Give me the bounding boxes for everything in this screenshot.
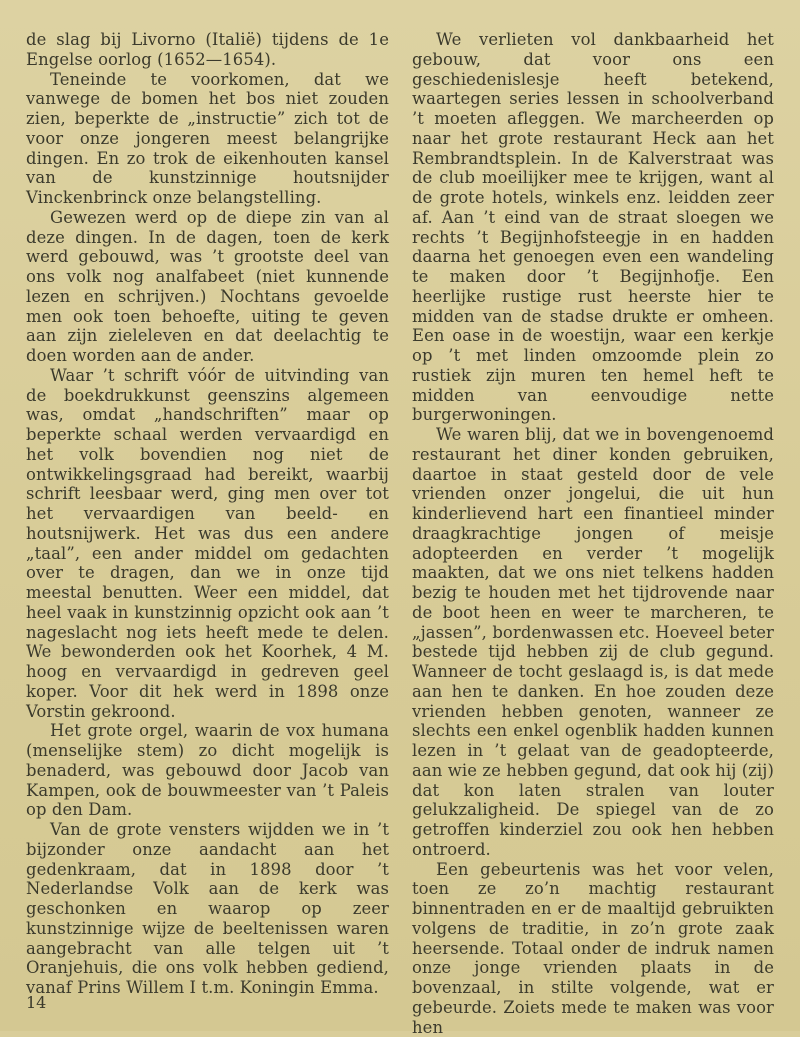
paragraph: We verlieten vol dankbaarheid het gebouw, dat voor ons een geschiedenislesje heeft betekend, waartegen series lessen in schoolverband ’t moeten afleggen. We marcheerden op naar het grote restaurant Heck aan het Rembrandtsplein. In de Kalverstraat was de club moeilijker mee te krijgen, want al de grote hotels, winkels enz. leidden zeer af. Aan ’t eind van de straat sloegen we rechts ’t Begijnhofsteegje in en hadden daarna het genoegen even een wandeling te maken door ’t Begijnhofje. Een heerlijke rustige rust heerste hier te midden van de stadse drukte er omheen. Een oase in de woestijn, waar een kerkje op ’t met linden omzoomde plein zo rustiek zijn muren ten hemel heft te midden van eenvoudige nette burgerwoningen. (412, 30, 774, 425)
left-column (26, 30, 389, 998)
right-column (412, 30, 774, 1037)
page-number: 14 (26, 993, 46, 1012)
paragraph: Van de grote vensters wijdden we in ’t bijzonder onze aandacht aan het gedenkraam, dat in 1898 door ’t Nederlandse Volk aan de kerk was geschonken en waarop op zeer kunstzinnige wijze de beeltenissen waren aangebracht van alle telgen uit ’t Oranjehuis, die ons volk hebben gediend, vanaf Prins Willem I t.m. Koningin Emma. (26, 820, 389, 998)
paragraph: We waren blij, dat we in bovengenoemd restaurant het diner konden gebruiken, daartoe in staat gesteld door de vele vrienden onzer jongelui, die uit hun kinderlievend hart een finantieel minder draagkrachtige jongen of meisje adopteerden en verder ’t mogelijk maakten, dat we ons niet telkens hadden bezig te houden met het tijdrovende naar de boot heen en weer te marcheren, te „jassen”, bordenwassen etc. Hoeveel beter bestede tijd hebben zij de club gegund. Wanneer de tocht geslaagd is, is dat mede aan hen te danken. En hoe zouden deze vrienden hebben genoten, wanneer ze slechts een enkel ogenblik hadden kunnen lezen in ’t gelaat van de geadopteerde, aan wie ze hebben gegund, dat ook hij (zij) dat kon laten stralen van louter gelukzaligheid. De spiegel van de zo getroffen kinderziel zou ook hen hebben ontroerd. (412, 425, 774, 860)
paragraph: Een gebeurtenis was het voor velen, toen ze zo’n machtig restaurant binnentraden en er de maaltijd gebruikten volgens de traditie, in zo’n grote zaak heersende. Totaal onder de indruk namen onze jonge vrienden plaats in de bovenzaal, in stilte volgende, wat er gebeurde. Zoiets mede te maken was voor hen (412, 860, 774, 1037)
paragraph: Teneinde te voorkomen, dat we vanwege de bomen het bos niet zouden zien, beperkte de „instructie” zich tot de voor onze jongeren meest belangrijke dingen. En zo trok de eikenhouten kansel van de kunstzinnige houtsnijder Vinckenbrinck onze belangstelling. (26, 70, 389, 208)
paragraph: Gewezen werd op de diepe zin van al deze dingen. In de dagen, toen de kerk werd gebouwd, was ’t grootste deel van ons volk nog analfabeet (niet kunnende lezen en schrijven.) Nochtans gevoelde men ook toen behoefte, uiting te geven aan zijn zieleleven en dat deelachtig te doen worden aan de ander. (26, 208, 389, 366)
paragraph: de slag bij Livorno (Italië) tijdens de 1e Engelse oorlog (1652—1654). (26, 30, 389, 70)
paragraph: Het grote orgel, waarin de vox humana (menselijke stem) zo dicht mogelijk is benaderd, was gebouwd door Jacob van Kampen, ook de bouwmeester van ’t Paleis op den Dam. (26, 721, 389, 820)
paragraph: Waar ’t schrift vóór de uitvinding van de boekdrukkunst geenszins algemeen was, omdat „handschriften” maar op beperkte schaal werden vervaardigd en het volk bovendien nog niet de ontwikkelingsgraad had bereikt, waarbij schrift leesbaar werd, ging men over tot het vervaardigen van beeld- en houtsnijwerk. Het was dus een andere „taal”, een ander middel om gedachten over te dragen, dan we in onze tijd meestal benutten. Weer een middel, dat heel vaak in kunstzinnig opzicht ook aan ’t nageslacht nog iets heeft mede te delen. We bewonderden ook het Koorhek, 4 M. hoog en vervaardigd in gedreven geel koper. Voor dit hek werd in 1898 onze Vorstin gekroond. (26, 366, 389, 722)
